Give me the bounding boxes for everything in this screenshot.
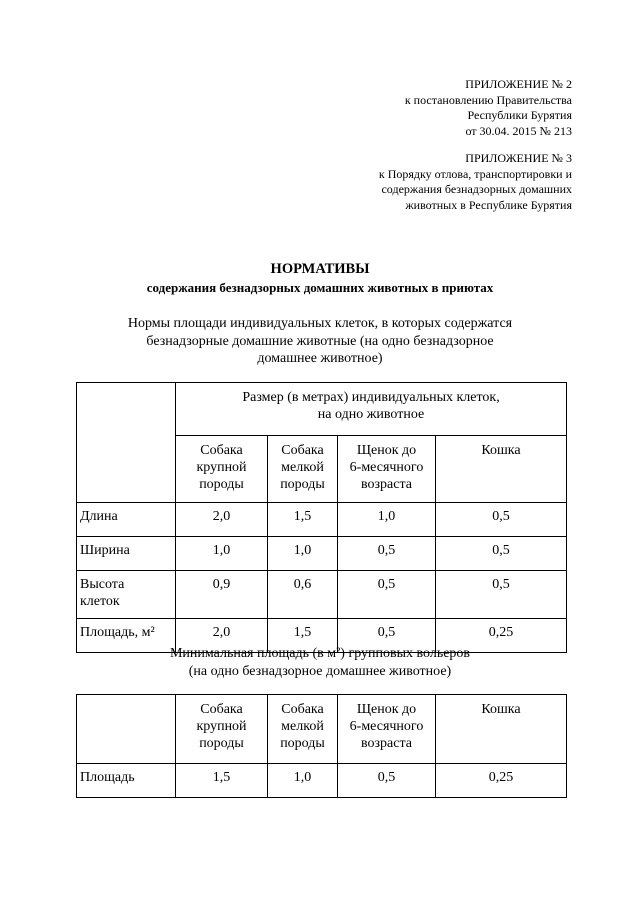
document-subtitle: содержания безнадзорных домашних животных в приютах <box>146 280 494 295</box>
header-line: Собака <box>281 443 324 458</box>
table-cell: 1,0 <box>268 537 338 571</box>
document-title: НОРМАТИВЫ <box>270 261 370 277</box>
caption-line: Минимальная площадь (в м²) групповых вольеров <box>169 646 471 661</box>
appendix-2-date: от 30.04. 2015 № 213 <box>465 123 572 138</box>
appendix-2-title: ПРИЛОЖЕНИЕ № 2 <box>465 77 572 91</box>
column-header-cat <box>436 695 567 764</box>
table-cell: 0,5 <box>338 571 436 619</box>
table2-caption <box>0 645 640 680</box>
size-header-cell <box>176 383 567 436</box>
appendix-2-line: к постановлению Правительства <box>404 92 572 107</box>
appendix-3-line: содержания безнадзорных домашних <box>381 182 572 197</box>
header-line: 6-месячного <box>349 719 424 734</box>
table-row <box>77 695 567 764</box>
table-cell: 0,5 <box>338 619 436 653</box>
table-row <box>77 383 567 436</box>
header-line: породы <box>280 477 325 492</box>
header-line: возраста <box>361 477 412 492</box>
appendix-3-title: ПРИЛОЖЕНИЕ № 3 <box>465 151 572 165</box>
column-header-small-dog <box>268 436 338 503</box>
table-cell: 0,25 <box>436 619 567 653</box>
header-line: Собака <box>281 702 324 717</box>
appendix-3-line: животных в Республике Бурятия <box>405 197 572 212</box>
table-cell: 0,6 <box>268 571 338 619</box>
header-line: 6-месячного <box>349 460 424 475</box>
table-cell: 1,5 <box>176 764 268 798</box>
caption-line: безнадзорные домашние животные (на одно безнадзорное <box>146 333 494 349</box>
label-line: Высота <box>80 577 125 592</box>
table-row <box>77 764 567 798</box>
row-label: Ширина <box>77 537 176 571</box>
header-line: на одно животное <box>317 407 425 422</box>
header-line: Размер (в метрах) индивидуальных клеток, <box>242 390 500 405</box>
caption-line: Нормы площади индивидуальных клеток, в которых содержатся <box>127 316 513 331</box>
label-line: клеток <box>80 594 120 609</box>
table-cell: 0,5 <box>338 537 436 571</box>
header-line: возраста <box>361 736 412 751</box>
column-header-cat <box>436 436 567 503</box>
column-header-puppy <box>338 436 436 503</box>
appendix-3-header <box>379 151 572 213</box>
table-cell: 1,0 <box>338 503 436 537</box>
appendix-3-line: к Порядку отлова, транспортировки и <box>378 166 572 181</box>
table-cell: 0,5 <box>436 537 567 571</box>
appendix-2-header <box>405 77 572 139</box>
header-line: Кошка <box>481 702 521 717</box>
table-cell: 0,5 <box>436 503 567 537</box>
header-line: Щенок до <box>356 443 417 458</box>
header-line: мелкой <box>281 460 324 475</box>
row-label <box>77 571 176 619</box>
header-line: Кошка <box>481 443 521 458</box>
header-line: породы <box>280 736 325 751</box>
table-row <box>77 503 567 537</box>
document-title-block <box>0 259 640 297</box>
header-line: породы <box>199 736 244 751</box>
header-line: породы <box>199 477 244 492</box>
empty-corner-cell <box>77 383 176 503</box>
table-row <box>77 571 567 619</box>
table-cell: 2,0 <box>176 503 268 537</box>
column-header-large-dog <box>176 695 268 764</box>
table-cell: 0,5 <box>338 764 436 798</box>
header-line: мелкой <box>281 719 324 734</box>
cage-size-table <box>76 382 567 653</box>
header-line: крупной <box>196 460 247 475</box>
header-line: Собака <box>200 443 243 458</box>
appendix-2-line: Республики Бурятия <box>467 108 572 123</box>
column-header-large-dog <box>176 436 268 503</box>
table-cell: 1,5 <box>268 503 338 537</box>
table-row <box>77 537 567 571</box>
table-cell: 2,0 <box>176 619 268 653</box>
column-header-small-dog <box>268 695 338 764</box>
caption-line: (на одно безнадзорное домашнее животное) <box>188 663 452 679</box>
caption-line: домашнее животное) <box>257 351 383 366</box>
table-cell: 1,0 <box>176 537 268 571</box>
table-cell: 1,5 <box>268 619 338 653</box>
column-header-puppy <box>338 695 436 764</box>
table1-caption <box>0 315 640 368</box>
table-cell: 0,5 <box>436 571 567 619</box>
row-label: Длина <box>77 503 176 537</box>
row-label: Площадь <box>77 764 176 798</box>
header-line: крупной <box>196 719 247 734</box>
table-cell: 0,9 <box>176 571 268 619</box>
header-line: Щенок до <box>356 702 417 717</box>
table-cell: 0,25 <box>436 764 567 798</box>
table-cell: 1,0 <box>268 764 338 798</box>
empty-corner-cell <box>77 695 176 764</box>
row-label: Площадь, м² <box>77 619 176 653</box>
header-line: Собака <box>200 702 243 717</box>
enclosure-area-table <box>76 694 567 798</box>
